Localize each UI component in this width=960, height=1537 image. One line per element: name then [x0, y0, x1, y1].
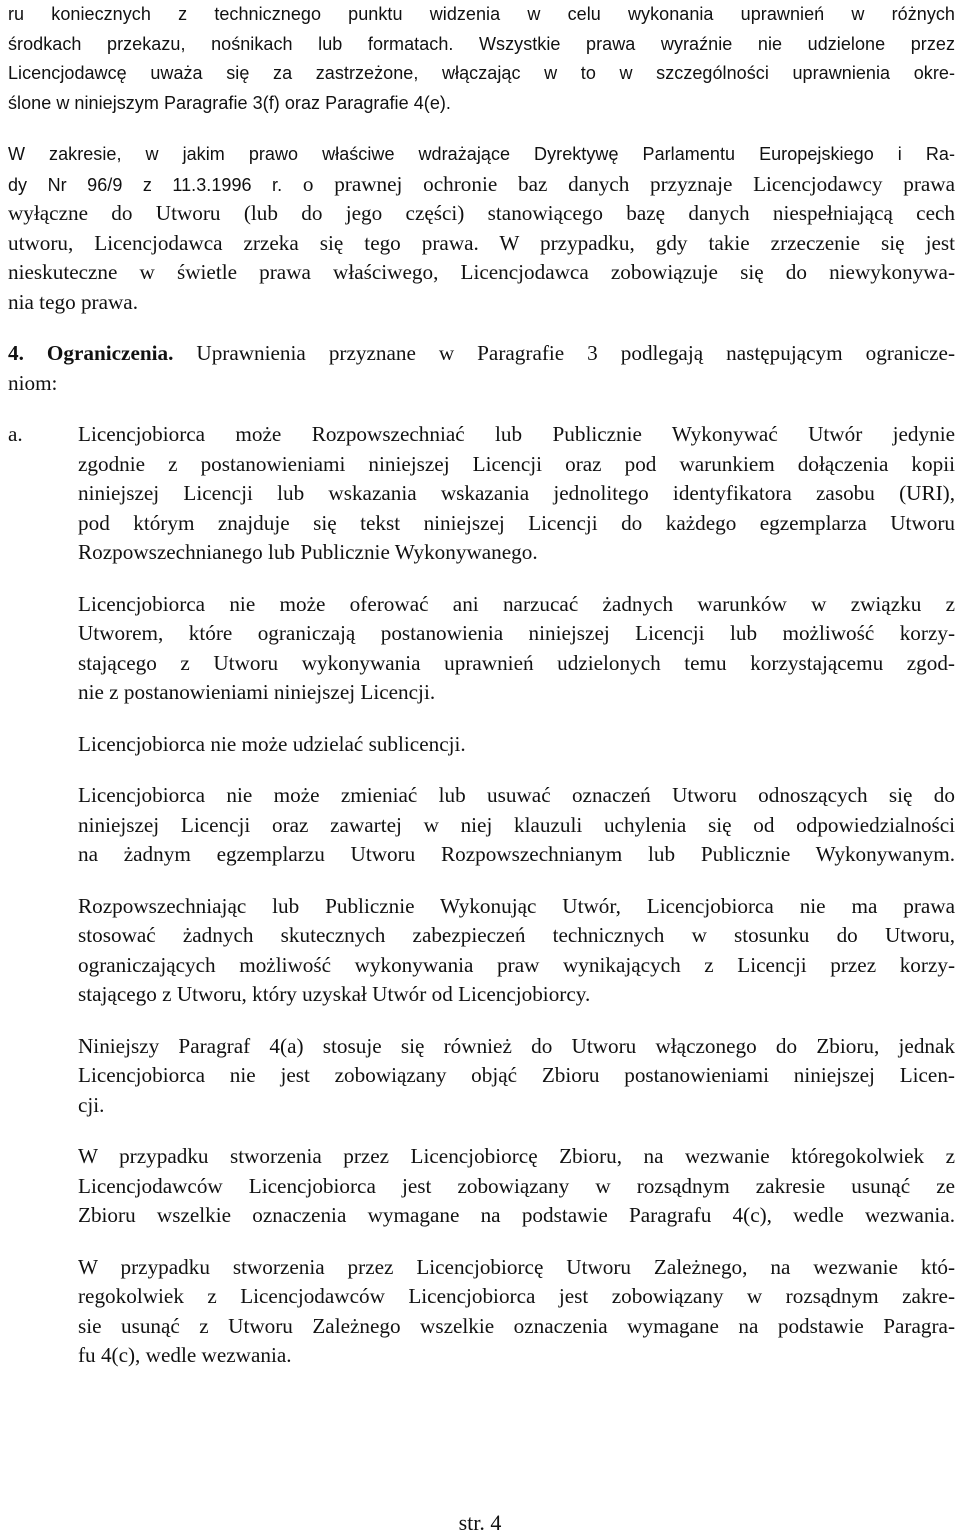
section-intro-text: Uprawnienia przyznane w Paragrafie 3 podlegają następującym ogranicze-: [173, 341, 955, 365]
item-line: stosować żadnych skutecznych zabezpieczeń technicznych w stosunku do Utworu,: [78, 923, 955, 947]
item-a-paragraph: [8, 420, 955, 568]
section-4-heading: [8, 339, 955, 398]
database-line-serif-part: o prawnej ochronie baz danych przyznaje Licencjodawcy prawa: [282, 171, 955, 196]
database-line: W zakresie, w jakim prawo właściwe wdrażające Dyrektywę Parlamentu Europejskiego i Ra-: [8, 144, 955, 164]
item-line: Zbioru wszelkie oznaczenia wymagane na podstawie Paragrafu 4(c), wedle wezwania.: [78, 1203, 955, 1227]
item-line: sie usunąć z Utworu Zależnego wszelkie oznaczenia wymagane na podstawie Paragra-: [78, 1313, 955, 1338]
database-line: nia tego prawa.: [8, 289, 139, 314]
item-a-paragraph: [8, 730, 955, 760]
item-a-paragraph: [8, 1032, 955, 1121]
item-line: W przypadku stworzenia przez Licencjobiorcę Utworu Zależnego, na wezwanie któ-: [78, 1254, 955, 1279]
license-page: [8, 0, 955, 1371]
item-line: Licencjobiorca nie może udzielać sublicencji.: [78, 731, 466, 756]
list-item-label: a.: [8, 422, 23, 446]
item-line: Rozpowszechnianego lub Publicznie Wykonywanego.: [78, 540, 538, 564]
list-item-a: [8, 420, 955, 1371]
item-line: regokolwiek z Licencjodawców Licencjobiorca jest zobowiązany w rozsądnym zakre-: [78, 1284, 955, 1308]
item-line: W przypadku stworzenia przez Licencjobiorcę Zbioru, na wezwanie któregokolwiek z: [78, 1144, 955, 1168]
intro-line: ru koniecznych z technicznego punktu widzenia w celu wykonania uprawnień w różnych: [8, 4, 955, 24]
item-line: Niniejszy Paragraf 4(a) stosuje się również do Utworu włączonego do Zbioru, jednak: [78, 1033, 955, 1058]
item-line: niniejszej Licencji lub wskazania wskazania jednolitego identyfikatora zasobu (URI),: [78, 481, 955, 505]
item-a-paragraph: [8, 1253, 955, 1371]
database-line: wyłączne do Utworu (lub do jego części) stanowiącego bazę danych niespełniającą cech: [8, 201, 955, 225]
item-a-paragraph: [8, 781, 955, 870]
item-line: Licencjodawców Licencjobiorca jest zobowiązany w rozsądnym zakresie usunąć ze: [78, 1173, 955, 1198]
item-a-paragraph: [8, 1142, 955, 1231]
item-line: niniejszej Licencji oraz zawartej w niej klauzuli uchylenia się od odpowiedzialności: [78, 812, 955, 837]
database-line-sans-part: dy Nr 96/9 z 11.3.1996 r.: [8, 174, 283, 195]
section-4-heading-line: [8, 339, 955, 369]
database-line-mixed: [8, 170, 955, 200]
item-line: Licencjobiorca nie może oferować ani narzucać żadnych warunków w związku z: [78, 591, 955, 616]
intro-line: środkach przekazu, nośnikach lub formatach. Wszystkie prawa wyraźnie nie udzielone przez: [8, 33, 955, 54]
item-line: Licencjobiorca nie jest zobowiązany objąć Zbioru postanowieniami niniejszej Licen-: [78, 1063, 955, 1087]
item-line: cji.: [78, 1092, 105, 1117]
section-title: Ograniczenia.: [46, 341, 174, 365]
intro-line: ślone w niniejszym Paragrafie 3(f) oraz Paragrafie 4(e).: [8, 92, 451, 113]
item-a-paragraph: [8, 590, 955, 708]
item-line: na żadnym egzemplarzu Utworu Rozpowszechnianym lub Publicznie Wykonywanym.: [78, 842, 955, 866]
database-line: nieskuteczne w świetle prawa właściwego, Licencjodawca zobowiązuje się do niewykonywa-: [8, 260, 955, 284]
intro-paragraph: [8, 0, 955, 118]
item-line: nie z postanowieniami niniejszej Licencji.: [78, 680, 436, 704]
item-line: Licencjobiorca nie może zmieniać lub usuwać oznaczeń Utworu odnoszących się do: [78, 783, 955, 807]
page-number: str. 4: [458, 1510, 502, 1535]
section-number: 4.: [8, 341, 24, 365]
item-line: stającego z Utworu, który uzyskał Utwór od Licencjobiorcy.: [78, 982, 591, 1006]
item-line: stającego z Utworu wykonywania uprawnień udzielonych temu korzystającemu zgod-: [78, 650, 955, 675]
database-line: utworu, Licencjodawca zrzeka się tego prawa. W przypadku, gdy takie zrzeczenie się jest: [8, 230, 955, 255]
item-line: Utworem, które ograniczają postanowienia niniejszej Licencji lub możliwość korzy-: [78, 621, 955, 645]
item-line: fu 4(c), wedle wezwania.: [78, 1343, 292, 1367]
item-a-paragraph: [8, 892, 955, 1010]
section-4-heading-line: niom:: [8, 370, 58, 395]
database-rights-paragraph: [8, 140, 955, 317]
intro-line: Licencjodawcę uważa się za zastrzeżone, włączając w to w szczególności uprawnienia okre-: [8, 63, 955, 83]
item-line: pod którym znajduje się tekst niniejszej Licencji do każdego egzemplarza Utworu: [78, 510, 955, 535]
item-line: ograniczających możliwość wykonywania praw wynikających z Licencji przez korzy-: [78, 952, 955, 977]
item-line: Licencjobiorca może Rozpowszechniać lub Publicznie Wykonywać Utwór jedynie: [78, 422, 955, 446]
item-line: zgodnie z postanowieniami niniejszej Licencji oraz pod warunkiem dołączenia kopii: [78, 451, 955, 476]
item-line: Rozpowszechniając lub Publicznie Wykonując Utwór, Licencjobiorca nie ma prawa: [78, 893, 955, 918]
